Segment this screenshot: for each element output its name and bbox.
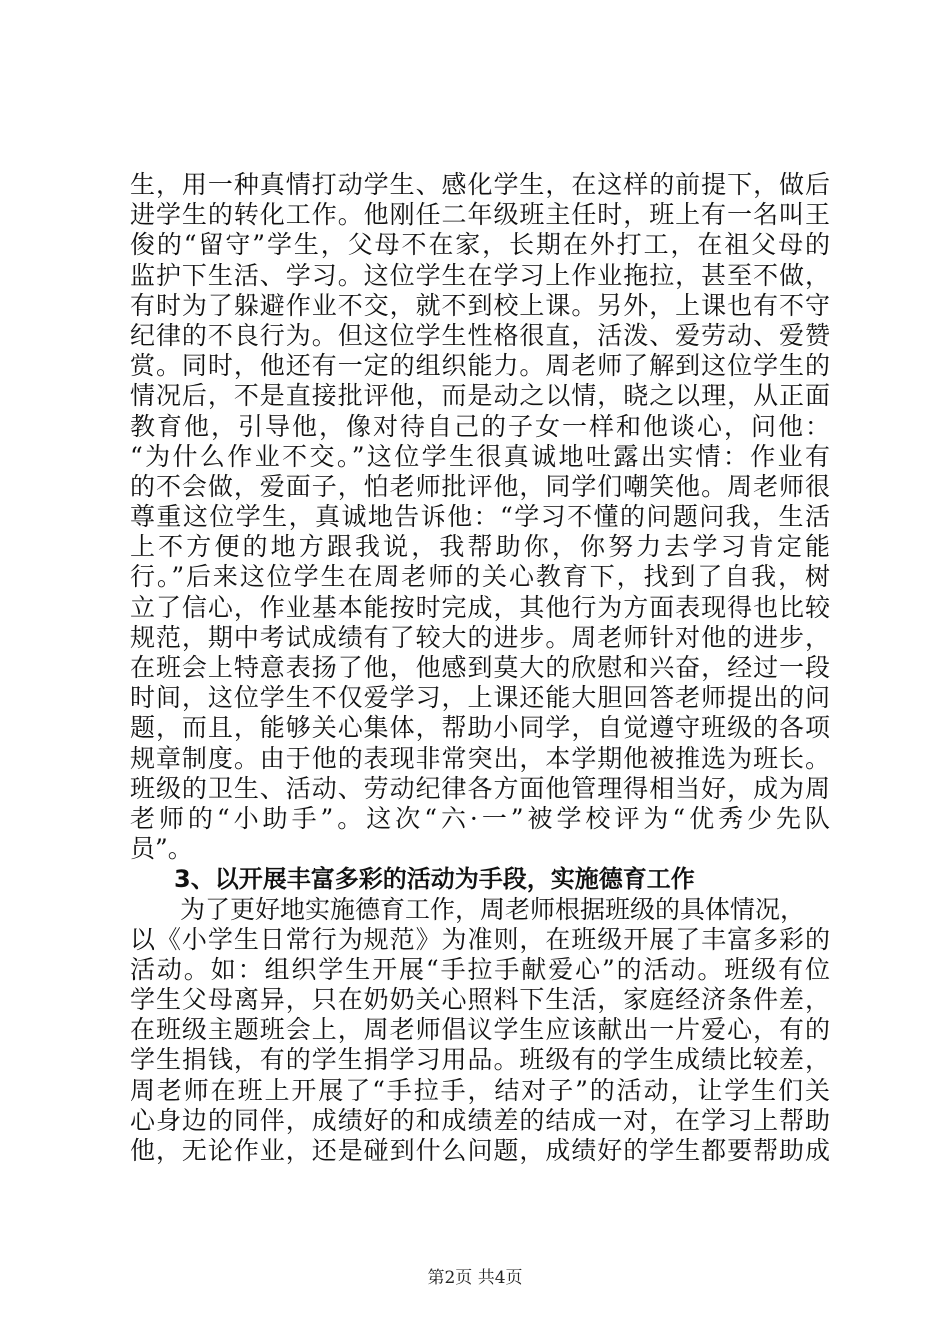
text-line: 活动。如：组织学生开展“手拉手献爱心”的活动。班级有位 bbox=[130, 954, 830, 984]
body-text bbox=[130, 170, 830, 1166]
text-line: 行。”后来这位学生在周老师的关心教育下，找到了自我，树 bbox=[130, 562, 830, 592]
text-line: 监护下生活、学习。这位学生在学习上作业拖拉，甚至不做， bbox=[130, 260, 830, 290]
section-heading: 3、以开展丰富多彩的活动为手段，实施德育工作 bbox=[174, 865, 695, 894]
text-line: 在班级主题班会上，周老师倡议学生应该献出一片爱心，有的 bbox=[130, 1015, 830, 1045]
text-line: 老师的“小助手”。这次“六·一”被学校评为“优秀少先队 bbox=[130, 803, 830, 833]
text-line: 有时为了躲避作业不交，就不到校上课。另外，上课也有不守 bbox=[130, 290, 830, 320]
text-line: 规范，期中考试成绩有了较大的进步。周老师针对他的进步， bbox=[130, 622, 830, 652]
text-line: 的不会做，爱面子，怕老师批评他，同学们嘲笑他。周老师很 bbox=[130, 471, 830, 501]
text-line: 班级的卫生、活动、劳动纪律各方面他管理得相当好，成为周 bbox=[130, 773, 830, 803]
text-line: 规章制度。由于他的表现非常突出，本学期他被推选为班长。 bbox=[130, 743, 830, 773]
text-line: 题，而且，能够关心集体，帮助小同学，自觉遵守班级的各项 bbox=[130, 713, 830, 743]
text-line: 学生父母离异，只在奶奶关心照料下生活，家庭经济条件差， bbox=[130, 985, 830, 1015]
text-line: 学生捐钱，有的学生捐学习用品。班级有的学生成绩比较差， bbox=[130, 1045, 830, 1075]
text-line: 周老师在班上开展了“手拉手，结对子”的活动，让学生们关 bbox=[130, 1075, 830, 1105]
text-line: 为了更好地实施德育工作，周老师根据班级的具体情况， bbox=[180, 894, 806, 924]
text-line: 赏。同时，他还有一定的组织能力。周老师了解到这位学生的 bbox=[130, 351, 830, 381]
text-line: 以《小学生日常行为规范》为准则，在班级开展了丰富多彩的 bbox=[130, 924, 830, 954]
text-line: 纪律的不良行为。但这位学生性格很直，活泼、爱劳动、爱赞 bbox=[130, 320, 830, 350]
text-line: 上不方便的地方跟我说，我帮助你，你努力去学习肯定能 bbox=[130, 532, 830, 562]
text-line: 进学生的转化工作。他刚任二年级班主任时，班上有一名叫王 bbox=[130, 200, 830, 230]
text-line: 生，用一种真情打动学生、感化学生，在这样的前提下，做后 bbox=[130, 170, 830, 199]
text-line: 立了信心，作业基本能按时完成，其他行为方面表现得也比较 bbox=[130, 592, 830, 622]
text-line: 在班会上特意表扬了他，他感到莫大的欣慰和兴奋，经过一段 bbox=[130, 653, 830, 682]
text-line: 他，无论作业，还是碰到什么问题，成绩好的学生都要帮助成 bbox=[130, 1136, 830, 1165]
text-line: 俊的“留守”学生，父母不在家，长期在外打工，在祖父母的 bbox=[130, 230, 830, 260]
text-line: 时间，这位学生不仅爱学习，上课还能大胆回答老师提出的问 bbox=[130, 683, 830, 713]
text-line: 心身边的同伴，成绩好的和成绩差的结成一对，在学习上帮助 bbox=[130, 1105, 830, 1135]
text-line: 教育他，引导他，像对待自己的子女一样和他谈心，问他： bbox=[130, 411, 830, 441]
text-line: “为什么作业不交。”这位学生很真诚地吐露出实情：作业有 bbox=[130, 441, 830, 471]
text-line: 情况后，不是直接批评他，而是动之以情，晓之以理，从正面 bbox=[130, 381, 830, 411]
text-line: 员”。 bbox=[130, 834, 193, 864]
page-footer: 第2页 共4页 bbox=[427, 1268, 523, 1288]
text-line: 尊重这位学生，真诚地告诉他：“学习不懂的问题问我，生活 bbox=[130, 502, 830, 532]
